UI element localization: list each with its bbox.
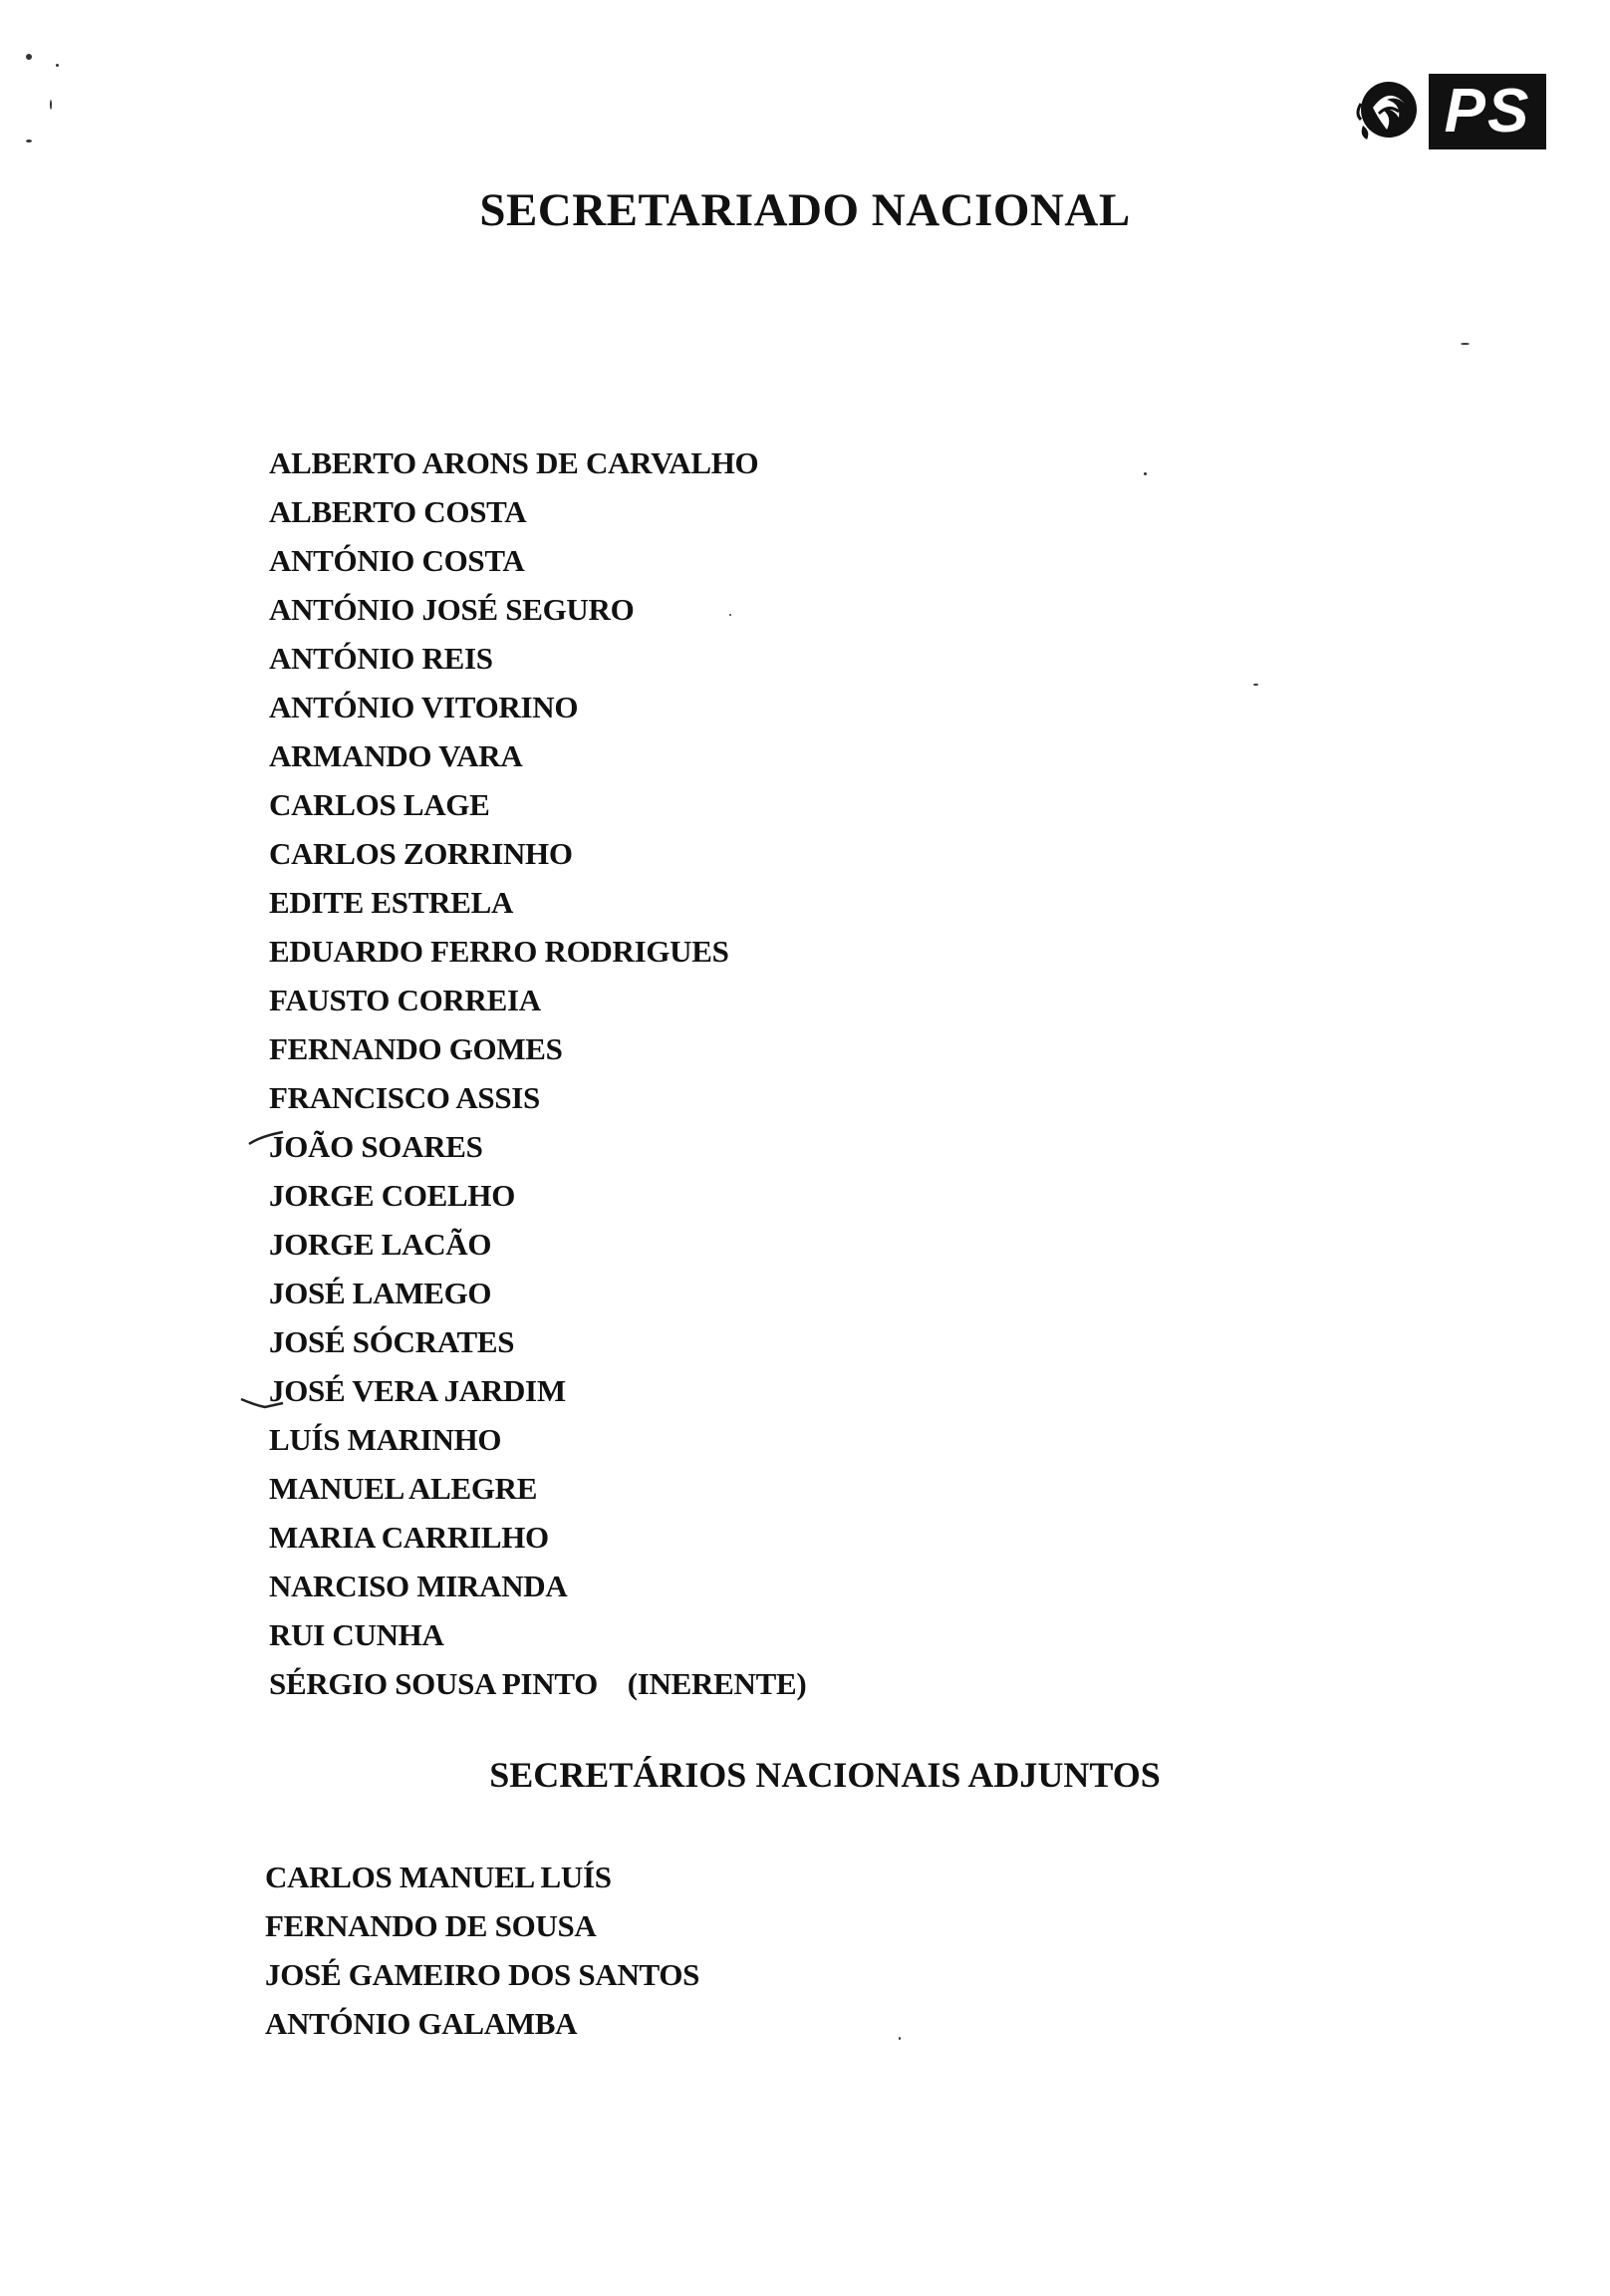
list-item: MARIA CARRILHO bbox=[269, 1520, 549, 1555]
list-item: CARLOS MANUEL LUÍS bbox=[265, 1860, 612, 1894]
list-item: EDUARDO FERRO RODRIGUES bbox=[269, 934, 729, 969]
list-item: NARCISO MIRANDA bbox=[269, 1569, 568, 1603]
list-item: CARLOS ZORRINHO bbox=[269, 836, 573, 871]
list-item: SÉRGIO SOUSA PINTO (INERENTE) bbox=[269, 1666, 807, 1701]
scan-speck bbox=[729, 614, 731, 616]
logo-text: PS bbox=[1429, 74, 1546, 149]
list-item: ANTÓNIO COSTA bbox=[269, 543, 525, 578]
scan-speck bbox=[1461, 343, 1470, 345]
page-title: SECRETARIADO NACIONAL bbox=[479, 184, 1131, 236]
list-item: MANUEL ALEGRE bbox=[269, 1471, 538, 1506]
list-item: FERNANDO DE SOUSA bbox=[265, 1908, 597, 1943]
list-item: FERNANDO GOMES bbox=[269, 1031, 563, 1066]
scan-speck bbox=[56, 64, 59, 67]
scan-speck bbox=[1144, 472, 1147, 475]
pen-mark-icon bbox=[239, 1393, 289, 1413]
members-list bbox=[269, 445, 806, 1715]
scan-speck bbox=[26, 140, 32, 143]
adjuncts-list bbox=[265, 1860, 699, 2055]
list-item: LUÍS MARINHO bbox=[269, 1422, 502, 1457]
list-item: EDITE ESTRELA bbox=[269, 885, 514, 920]
list-item: ANTÓNIO VITORINO bbox=[269, 690, 579, 724]
scan-speck bbox=[26, 54, 32, 60]
list-item: ARMANDO VARA bbox=[269, 738, 523, 773]
list-item: JOSÉ GAMEIRO DOS SANTOS bbox=[265, 1957, 700, 1992]
list-item: JOÃO SOARES bbox=[269, 1129, 483, 1164]
list-item: JOSÉ VERA JARDIM bbox=[269, 1373, 566, 1408]
list-item: CARLOS LAGE bbox=[269, 787, 490, 822]
list-item: ANTÓNIO JOSÉ SEGURO bbox=[269, 592, 635, 627]
list-item: JOSÉ LAMEGO bbox=[269, 1276, 492, 1310]
scan-speck bbox=[899, 2037, 901, 2040]
list-item: ANTÓNIO REIS bbox=[269, 641, 493, 676]
scan-speck bbox=[1253, 684, 1258, 686]
list-item: ALBERTO ARONS DE CARVALHO bbox=[269, 445, 759, 480]
list-item: FRANCISCO ASSIS bbox=[269, 1080, 541, 1115]
rose-icon bbox=[1353, 74, 1425, 149]
list-item: ANTÓNIO GALAMBA bbox=[265, 2006, 578, 2041]
list-item: FAUSTO CORREIA bbox=[269, 983, 541, 1017]
list-item: ALBERTO COSTA bbox=[269, 494, 527, 529]
list-item: JORGE LACÃO bbox=[269, 1227, 492, 1262]
list-item: JORGE COELHO bbox=[269, 1178, 516, 1213]
pen-mark-icon bbox=[247, 1130, 287, 1150]
scan-speck bbox=[50, 100, 52, 110]
list-item: JOSÉ SÓCRATES bbox=[269, 1324, 515, 1359]
party-logo bbox=[1353, 74, 1548, 151]
list-item: RUI CUNHA bbox=[269, 1617, 444, 1652]
section-title: SECRETÁRIOS NACIONAIS ADJUNTOS bbox=[489, 1755, 1161, 1795]
